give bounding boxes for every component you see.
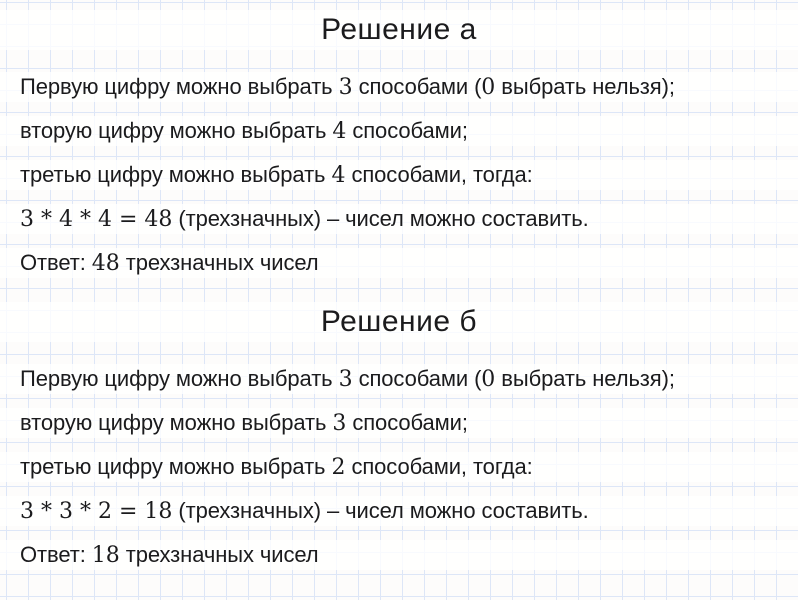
section-lines [0,72,798,278]
formula-number: 48 [91,251,120,276]
solution-line: вторую цифру можно выбрать 3 способами; [0,408,798,438]
solution-line: 3 * 4 * 4 = 48 (трехзначных) – чисел можно составить. [0,204,798,234]
formula-number: 4 [331,163,346,188]
solution-line: третью цифру можно выбрать 4 способами, тогда: [0,160,798,190]
solution-line: Ответ: 18 трехзначных чисел [0,540,798,570]
formula-number: 3 [338,367,353,392]
section-lines [0,364,798,570]
formula-number: 3 * 4 * 4 = 48 [20,207,173,232]
formula-number: 0 [481,75,496,100]
formula-number: 3 * 3 * 2 = 18 [20,499,173,524]
formula-number: 2 [331,455,346,480]
formula-number: 18 [91,543,120,568]
solution-section [0,10,798,278]
solution-line: Ответ: 48 трехзначных чисел [0,248,798,278]
formula-number: 3 [332,411,347,436]
section-title: Решение б [0,302,798,342]
section-title: Решение а [0,10,798,50]
formula-number: 4 [332,119,347,144]
formula-number: 0 [481,367,496,392]
solution-line: вторую цифру можно выбрать 4 способами; [0,116,798,146]
formula-number: 3 [338,75,353,100]
solution-line: третью цифру можно выбрать 2 способами, тогда: [0,452,798,482]
solution-line: Первую цифру можно выбрать 3 способами (0 выбрать нельзя); [0,72,798,102]
solution-line: Первую цифру можно выбрать 3 способами (0 выбрать нельзя); [0,364,798,394]
solution-section [0,302,798,570]
solution-line: 3 * 3 * 2 = 18 (трехзначных) – чисел можно составить. [0,496,798,526]
